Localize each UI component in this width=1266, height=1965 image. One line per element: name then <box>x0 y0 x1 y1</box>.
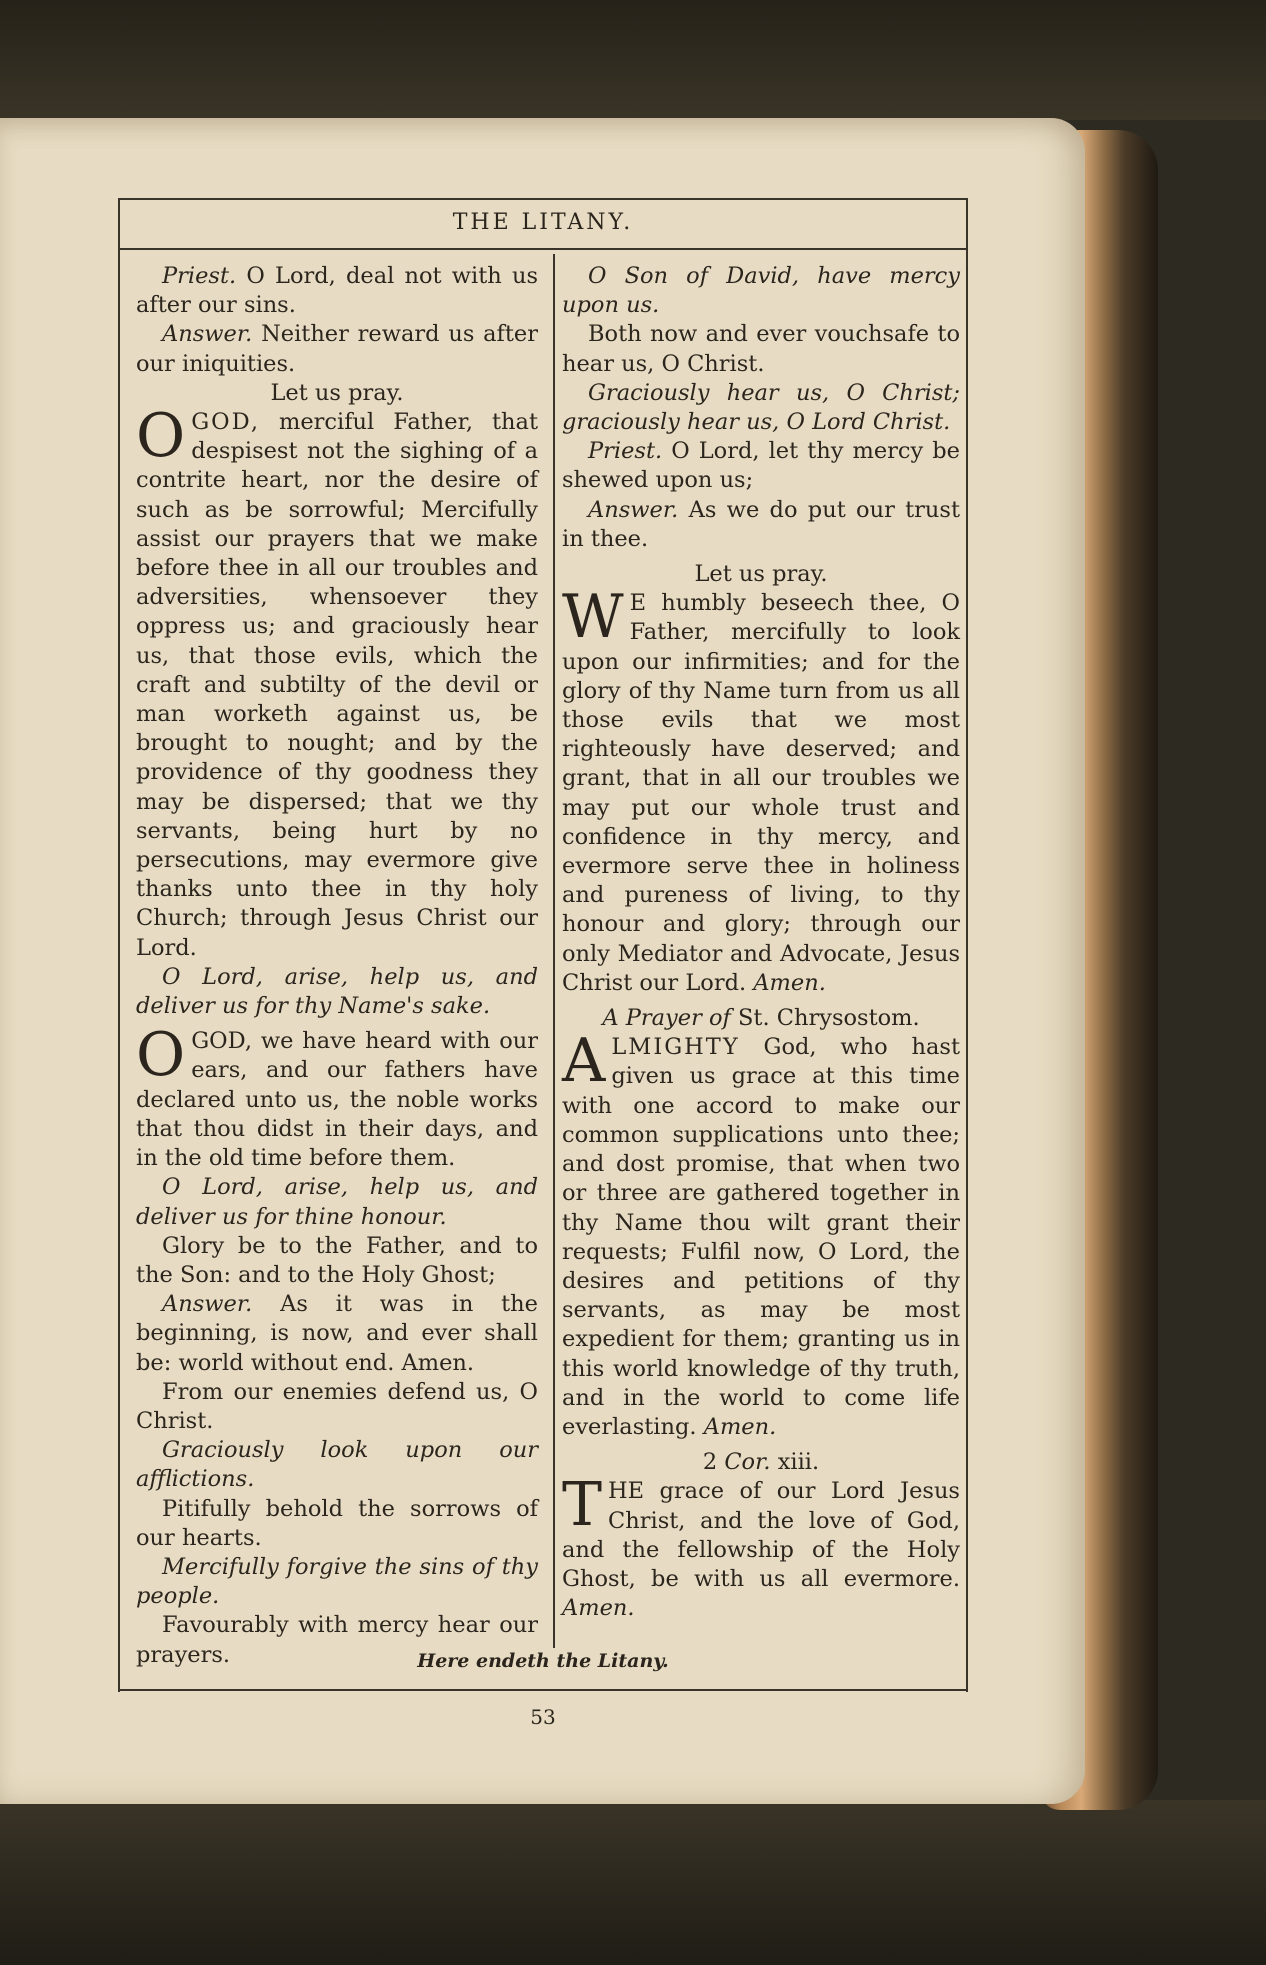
prayer-first-word: GOD, <box>191 409 261 436</box>
answer-text: Neither reward us after our iniquities. <box>136 321 538 377</box>
prayer-first-word: HE <box>608 1478 645 1505</box>
reference-chapter: xiii. <box>777 1449 820 1476</box>
prayer-first-word: LMIGHTY <box>611 1034 740 1061</box>
amen: Amen. <box>562 1595 635 1622</box>
answer-label: Answer. <box>588 496 679 523</box>
priest-versicle <box>562 437 960 495</box>
running-head: THE LITANY. <box>452 210 634 235</box>
versicle-favourably: Favourably with mercy hear our prayers. <box>136 1612 538 1668</box>
let-us-pray-heading: Let us pray. <box>270 379 404 406</box>
response-afflictions: Graciously look upon our afflictions. <box>136 1437 538 1493</box>
drop-cap: O <box>136 1020 186 1091</box>
answer-response <box>562 496 960 554</box>
footer-rule <box>118 1689 968 1691</box>
header-rule <box>118 248 968 250</box>
prayer-text: humbly beseech thee, O Father, mercifully to look upon our infirmities; and for the glory of thy Name turn from us all those evils that we most righteously have deserved; and grant, that in all our troubles we may put our whole trust and confidence in thy mercy, and evermore serve thee in holiness and pureness of living, to thy honour and glory; through our only Mediator and Advocate, Jesus Christ our Lord. <box>562 590 960 996</box>
heading-rest: St. Chrysostom. <box>738 1005 920 1032</box>
drop-cap: W <box>562 582 624 653</box>
answer-text: As it was in the beginning, is now, and ever shall be: world without end. Amen. <box>136 1291 538 1376</box>
heading-italic: A Prayer of <box>602 1005 731 1032</box>
scripture-reference <box>562 1448 960 1477</box>
priest-label: Priest. <box>588 438 663 465</box>
reference-number: 2 <box>702 1449 718 1476</box>
response-arise-honour: O Lord, arise, help us, and deliver us for thine honour. <box>136 1174 538 1230</box>
background-top <box>0 0 1266 120</box>
left-column <box>136 262 538 1670</box>
response-son-of-david: O Son of David, have mercy upon us. <box>562 263 960 319</box>
reference-book: Cor. <box>724 1449 771 1476</box>
response-forgive: Mercifully forgive the sins of thy people. <box>136 1553 538 1610</box>
prayer-text: merciful Father, that despisest not the sighing of a contrite heart, nor the desire of such as be sorrowful; Mercifully assist our prayers that we make before thee in all our troubles and adversities, whensoever they oppress us; and graciously hear us, that those evils, which the craft and subtilty of the devil or man worketh against us, be brought to nought; and by the providence of thy goodness they may be dispersed; that we thy servants, being hurt by no persecutions, may evermore give thanks unto thee in thy holy Church; through Jesus Christ our Lord. <box>136 409 538 961</box>
right-column <box>562 262 960 1623</box>
answer-label: Answer. <box>162 321 253 348</box>
versicle-sorrows: Pitifully behold the sorrows of our hearts. <box>136 1495 538 1551</box>
prayer-text: God, who hast given us grace at this time with one accord to make our common supplications unto thee; and dost promise, that when two or three are gathered together in thy Name thou wilt grant their requests; Fulfil now, O Lord, the desires and petitions of thy servants, as may be most expedient for them; granting us in this world knowledge of thy truth, and in the world to come life everlasting. <box>562 1034 961 1440</box>
prayer-almighty-god <box>562 1026 961 1442</box>
versicle-enemies: From our enemies defend us, O Christ. <box>136 1378 538 1434</box>
background-bottom <box>0 1800 1266 1965</box>
answer-response <box>136 320 538 378</box>
answer-label: Answer. <box>162 1291 253 1318</box>
prayer-first-word: E <box>629 590 647 617</box>
answer-text: As we do put our trust in thee. <box>562 496 960 552</box>
priest-label: Priest. <box>162 263 237 289</box>
prayer-grace <box>562 1470 960 1623</box>
gloria-answer <box>136 1290 538 1378</box>
prayer-humbly-beseech <box>562 582 960 998</box>
priest-text: O Lord, deal not with us after our sins. <box>136 263 538 319</box>
gloria-patri: Glory be to the Father, and to the Son: and to the Holy Ghost; <box>136 1232 538 1288</box>
chrysostom-heading <box>562 1004 960 1033</box>
priest-versicle <box>136 262 538 320</box>
column-divider <box>553 254 555 1648</box>
prayer-we-have-heard <box>136 1020 538 1173</box>
prayer-text: grace of our Lord Jesus Christ, and the love of God, and the fellowship of the Holy Ghost, be with us all evermore. <box>562 1478 960 1592</box>
drop-cap: O <box>136 401 186 472</box>
let-us-pray-heading: Let us pray. <box>694 561 828 588</box>
amen: Amen. <box>753 969 826 996</box>
prayer-merciful-father <box>136 401 538 963</box>
response-graciously-hear: Graciously hear us, O Christ; graciously hear us, O Lord Christ. <box>562 379 960 436</box>
drop-cap: T <box>562 1470 603 1541</box>
response-arise: O Lord, arise, help us, and deliver us for thy Name's sake. <box>136 963 538 1020</box>
priest-text: O Lord, let thy mercy be shewed upon us; <box>562 438 960 494</box>
prayer-text: GOD, we have heard with our ears, and our fathers have declared unto us, the noble works that thou didst in their days, and in the old time before them. <box>136 1028 538 1172</box>
page-number: 53 <box>530 1705 556 1729</box>
versicle-vouchsafe: Both now and ever vouchsafe to hear us, O Christ. <box>562 321 960 377</box>
ending-note: Here endeth the Litany. <box>417 1650 669 1672</box>
amen: Amen. <box>703 1413 777 1440</box>
drop-cap: A <box>562 1026 606 1097</box>
